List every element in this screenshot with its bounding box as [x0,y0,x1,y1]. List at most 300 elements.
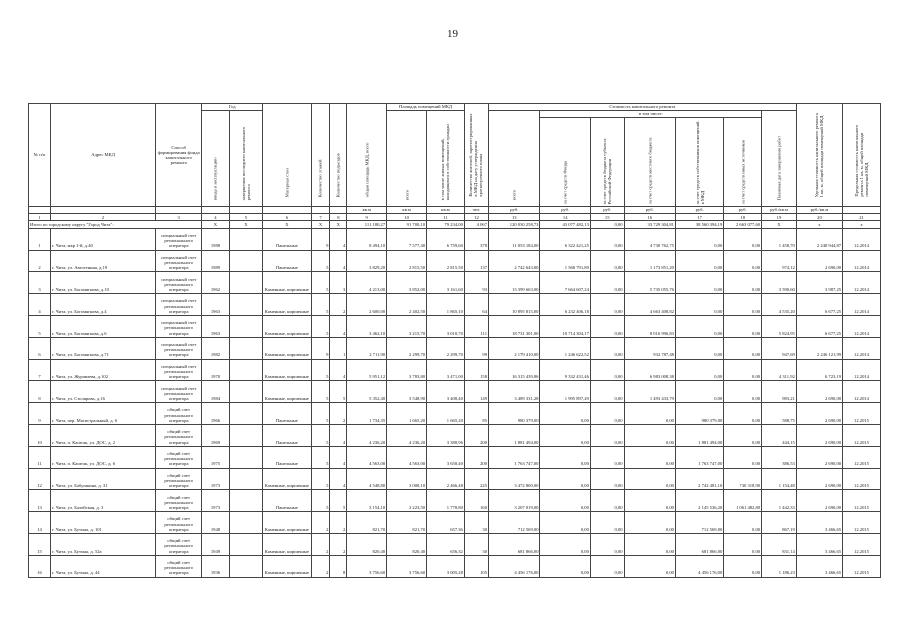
entrances-cell: 4 [330,316,347,338]
area-owned-cell: 3 650,40 [427,446,465,468]
year-last-repair-cell [229,446,263,468]
area-owned-cell: 3 471,00 [427,359,465,381]
floors-cell: 5 [311,468,330,490]
cost-regional-cell: 0,00 [590,337,624,359]
header-year-commission-cell [202,111,229,207]
unit-cell: руб./кв.м [796,207,842,214]
header-year-group: Год [202,104,263,111]
cost-owners-cell: 980 379,00 [675,403,723,425]
total-cell: 33 729 304,81 [624,221,675,229]
residents-cell: 200 [464,446,488,468]
column-number: 19 [762,214,797,221]
cost-other-cell: 0,00 [724,425,762,447]
floors-cell: 5 [311,272,330,294]
table-row [29,468,881,490]
year-last-repair-cell [229,490,263,512]
total-cell: 43 077 482,13 [540,221,590,229]
cost-local-cell: 4 730 762,75 [624,228,675,250]
year-last-repair-cell [229,359,263,381]
area-total-cell: 821,70 [347,512,387,534]
total-cell: 0,00 [590,221,624,229]
cost-fund-cell: 7 664 607,24 [540,272,590,294]
residents-cell: 378 [464,228,488,250]
year-last-repair-cell [229,250,263,272]
table-row [29,359,881,381]
repair-plan-table [28,103,881,578]
cost-other-cell: 0,00 [724,403,762,425]
column-number: 15 [590,214,624,221]
address-cell: г. Чита, мкр 1-й, д.40 [51,228,156,250]
address-cell: г. Чита, ул. Богомягкова, д.10 [51,272,156,294]
area-total-cell: 8 494,10 [347,228,387,250]
residents-cell: 105 [464,555,488,577]
cost-local-cell: 4 663 408,82 [624,294,675,316]
cost-fund-cell: 10 714 304,17 [540,316,590,338]
cost-other-cell: 0,00 [724,228,762,250]
year-commission-cell: 1963 [202,294,229,316]
area-total-cell: 2 711,90 [347,337,387,359]
row-number: 1 [29,228,51,250]
cost-local-cell: 932 787,48 [624,337,675,359]
specific-cost-cell: 588,75 [762,403,797,425]
cost-total-cell: 4 456 176,00 [489,555,540,577]
total-label: Итого по городскому округу "Город Чита": [29,221,202,229]
table-row [29,490,881,512]
year-commission-cell: 1973 [202,490,229,512]
cost-fund-cell: 0,00 [540,512,590,534]
total-row [29,221,881,229]
total-cell: 4 067 [464,221,488,229]
wall-material-cell: Каменные, кирпичные [263,468,311,490]
cost-other-cell: 1 061 482,80 [724,490,762,512]
header-address: Адрес МКД [51,104,156,207]
wall-material-cell: Панельные [263,446,311,468]
year-last-repair-cell [229,316,263,338]
year-commission-cell: 1966 [202,403,229,425]
year-commission-cell: 1973 [202,468,229,490]
cost-fund-cell: 0,00 [540,468,590,490]
cost-regional-cell: 0,00 [590,446,624,468]
row-number: 12 [29,468,51,490]
cost-owners-cell: 1 881 494,00 [675,425,723,447]
year-last-repair-cell [229,337,263,359]
wall-material-cell: Каменные, кирпичные [263,337,311,359]
floors-cell: 5 [311,490,330,512]
cost-fund-cell: 0,00 [540,446,590,468]
cost-fund-cell: 0,00 [540,534,590,556]
area-total-cell: 4 213,00 [347,272,387,294]
table-row [29,316,881,338]
column-number: 1 [29,214,51,221]
wall-material-cell: Каменные, кирпичные [263,512,311,534]
area-owned-cell: 3 010,70 [427,316,465,338]
area-total-cell: 820,40 [347,534,387,556]
header-including: в том числе: [540,111,762,118]
max-cost-cell: 3 466,65 [796,555,842,577]
fund-method-cell: общий счет регионального оператора [156,555,202,577]
cost-other-cell: 0,00 [724,512,762,534]
cost-local-cell: 5 735 055,76 [624,272,675,294]
address-cell: г. Чита, ул. Столярова, д.16 [51,381,156,403]
year-commission-cell: 1949 [202,534,229,556]
fund-method-cell: общий счет регионального оператора [156,446,202,468]
max-cost-cell: 3 987,25 [796,272,842,294]
address-cell: г. Чита, ул. Балейская, д. 3 [51,490,156,512]
max-cost-cell: 2 690,00 [796,425,842,447]
year-commission-cell: 1948 [202,512,229,534]
area-total-cell: 3 829,20 [347,250,387,272]
planned-date-cell: 12.2014 [843,228,881,250]
column-number: 20 [796,214,842,221]
specific-cost-cell: 983,21 [762,381,797,403]
column-number: 11 [427,214,465,221]
total-cell: 38 560 394,19 [675,221,723,229]
max-cost-cell: 2 248 944,87 [796,228,842,250]
column-number: 14 [540,214,590,221]
column-number: 6 [263,214,311,221]
year-commission-cell: 1936 [202,555,229,577]
cost-fund-cell: 0,00 [540,555,590,577]
area-all-cell: 3 852,00 [387,272,427,294]
area-owned-cell: 2 815,50 [427,250,465,272]
area-all-cell: 2 815,50 [387,250,427,272]
entrances-cell: 4 [330,425,347,447]
header-other-cell [724,118,762,207]
cost-total-cell: 3 207 019,00 [489,490,540,512]
year-commission-cell: 1982 [202,337,229,359]
row-number: 16 [29,555,51,577]
area-all-cell: 820,40 [387,534,427,556]
entrances-cell: 4 [330,228,347,250]
total-cell: 120 030 258,73 [489,221,540,229]
table-body [29,104,881,578]
residents-cell: 99 [464,337,488,359]
floors-cell: 5 [311,294,330,316]
unit-cell: руб. [675,207,723,214]
column-number: 7 [311,214,330,221]
header-year-commission: ввода в эксплуатацию [212,157,218,201]
row-number: 15 [29,534,51,556]
wall-material-cell: Каменные, кирпичные [263,381,311,403]
entrances-cell: 3 [330,272,347,294]
wall-material-cell: Панельные [263,250,311,272]
total-cell: Х [202,221,229,229]
year-last-repair-cell [229,272,263,294]
entrances-cell: 8 [330,555,347,577]
unit-cell: руб. [624,207,675,214]
header-owners: за счет средств собственников помещений в МКД [694,121,705,204]
floors-cell: 5 [311,316,330,338]
year-last-repair-cell [229,294,263,316]
cost-local-cell: 0,00 [624,555,675,577]
residents-cell: 85 [464,403,488,425]
table-row [29,337,881,359]
year-commission-cell: 1970 [202,359,229,381]
year-commission-cell: 1963 [202,316,229,338]
cost-regional-cell: 0,00 [590,294,624,316]
entrances-cell: 2 [330,512,347,534]
cost-owners-cell: 0,00 [675,228,723,250]
cost-owners-cell: 0,00 [675,316,723,338]
fund-method-cell: общий счет регионального оператора [156,534,202,556]
entrances-cell: 4 [330,359,347,381]
cost-fund-cell: 6 232 406,18 [540,294,590,316]
row-number: 5 [29,316,51,338]
address-cell: г. Чита, пер. Магистральный, д. 6 [51,403,156,425]
column-number: 18 [724,214,762,221]
area-all-cell: 2 223,50 [387,490,427,512]
fund-method-cell: общий счет регионального оператора [156,425,202,447]
specific-cost-cell: 386,53 [762,446,797,468]
year-commission-cell: 1989 [202,250,229,272]
area-owned-cell: 2 466,48 [427,468,465,490]
specific-cost-cell: 1 186,23 [762,555,797,577]
residents-cell: 93 [464,272,488,294]
total-cell: 79 234,00 [427,221,465,229]
area-all-cell: 3 215,70 [387,316,427,338]
entrances-cell: 4 [330,468,347,490]
cost-other-cell: 0,00 [724,446,762,468]
residents-cell: 200 [464,425,488,447]
cost-local-cell: 0,00 [624,534,675,556]
cost-other-cell: 0,00 [724,316,762,338]
row-number: 9 [29,403,51,425]
table-row [29,555,881,577]
cost-local-cell: 0,00 [624,446,675,468]
total-cell: Х [229,221,263,229]
cost-other-cell: 0,00 [724,359,762,381]
header-fund: за счет средств Фонда [562,160,568,204]
cost-fund-cell: 0,00 [540,425,590,447]
specific-cost-cell: 947,69 [762,337,797,359]
cost-fund-cell: 0,00 [540,403,590,425]
header-residents-cell [464,104,488,207]
area-total-cell: 2 600,00 [347,294,387,316]
table-row [29,228,881,250]
area-all-cell: 1 665,20 [387,403,427,425]
cost-local-cell: 1 493 433,79 [624,381,675,403]
row-number: 14 [29,512,51,534]
total-cell: х [796,221,842,229]
planned-date-cell: 12.2014 [843,272,881,294]
header-specific-cost-cell [796,104,842,207]
area-total-cell: 4 236,20 [347,425,387,447]
entrances-cell: 4 [330,446,347,468]
planned-date-cell: 12.2014 [843,337,881,359]
area-all-cell: 3 783,80 [387,359,427,381]
area-owned-cell: 3 408,40 [427,381,465,403]
total-cell: Х [762,221,797,229]
cost-total-cell: 681 866,00 [489,534,540,556]
header-year-last-repair-cell [229,111,263,207]
cost-owners-cell: 2 742 481,10 [675,468,723,490]
max-cost-cell: 2 690,00 [796,403,842,425]
cost-regional-cell: 0,00 [590,381,624,403]
area-all-cell: 2 402,50 [387,294,427,316]
column-number: 16 [624,214,675,221]
cost-local-cell: 0,00 [624,512,675,534]
table-row [29,534,881,556]
column-number: 8 [330,214,347,221]
wall-material-cell: Каменные, кирпичные [263,272,311,294]
header-wall-material: Материал стен [284,168,290,197]
area-all-cell: 3 008,10 [387,468,427,490]
year-commission-cell: 1962 [202,272,229,294]
specific-cost-cell: 4 311,92 [762,359,797,381]
area-owned-cell: 3 388,96 [427,425,465,447]
cost-fund-cell: 1 995 897,49 [540,381,590,403]
cost-total-cell: 1 881 494,00 [489,425,540,447]
max-cost-cell: 3 466,65 [796,534,842,556]
column-number: 10 [387,214,427,221]
year-last-repair-cell [229,555,263,577]
column-numbers-row [29,214,881,221]
specific-cost-cell: 5 824,95 [762,316,797,338]
cost-total-cell: 2 742 643,00 [489,250,540,272]
cost-owners-cell: 0,00 [675,381,723,403]
cost-regional-cell: 0,00 [590,534,624,556]
year-commission-cell: 1988 [202,228,229,250]
header-max-cost: Предельная стоимость капитального ремонта 1 кв. м. общей площади помещений МКД [853,125,870,197]
planned-date-cell: 12.2014 [843,294,881,316]
cost-total-cell: 1 763 747,00 [489,446,540,468]
cost-total-cell: 16 315 439,86 [489,359,540,381]
row-number: 8 [29,381,51,403]
table-row [29,381,881,403]
residents-cell: 30 [464,534,488,556]
area-owned-cell: 1 778,80 [427,490,465,512]
residents-cell: 225 [464,468,488,490]
wall-material-cell: Каменные, кирпичные [263,534,311,556]
header-wall-material-cell [263,104,311,207]
floors-cell: 5 [311,250,330,272]
cost-regional-cell: 0,00 [590,272,624,294]
header-cost-total: всего [511,190,517,201]
header-cost-total-cell [489,111,540,207]
cost-owners-cell: 2 145 536,20 [675,490,723,512]
cost-regional-cell: 0,00 [590,359,624,381]
column-number: 17 [675,214,723,221]
residents-cell: 160 [464,490,488,512]
column-number: 21 [843,214,881,221]
cost-local-cell: 0,00 [624,490,675,512]
cost-other-cell: 0,00 [724,337,762,359]
area-owned-cell: 1 665,20 [427,403,465,425]
area-owned-cell: 2 299,70 [427,337,465,359]
entrances-cell: 2 [330,534,347,556]
cost-fund-cell: 9 332 431,46 [540,359,590,381]
table-row [29,250,881,272]
cost-total-cell: 11 053 184,00 [489,228,540,250]
cost-other-cell: 0,00 [724,294,762,316]
table-row [29,403,881,425]
year-last-repair-cell [229,381,263,403]
entrances-cell: 2 [330,403,347,425]
cost-regional-cell: 0,00 [590,403,624,425]
address-cell: г. Чита, ул. Бутина, д. 44 [51,555,156,577]
address-cell: г. Чита, ул. Богомягкова, д.4 [51,294,156,316]
cost-regional-cell: 0,00 [590,490,624,512]
fund-method-cell: общий счет регионального оператора [156,468,202,490]
floors-cell: 5 [311,381,330,403]
area-total-cell: 4 563,00 [347,446,387,468]
unit-cell: руб. [724,207,762,214]
header-area-all-cell [387,111,427,207]
wall-material-cell: Панельные [263,228,311,250]
max-cost-cell: 2 690,00 [796,381,842,403]
cost-regional-cell: 0,00 [590,316,624,338]
total-cell: Х [263,221,311,229]
fund-method-cell: специальный счет регионального оператора [156,316,202,338]
cost-owners-cell: 681 866,00 [675,534,723,556]
cost-total-cell: 10 895 815,00 [489,294,540,316]
cost-local-cell: 0,00 [624,403,675,425]
header-entrances: Количество подъездов [335,153,341,197]
max-cost-cell: 2 690,00 [796,468,842,490]
address-cell: г. Чита, ул. Автогенная, д.19 [51,250,156,272]
max-cost-cell: 6 677,25 [796,294,842,316]
entrances-cell: 2 [330,294,347,316]
residents-cell: 158 [464,359,488,381]
fund-method-cell: специальный счет регионального оператора [156,359,202,381]
header-area-all: всего [403,190,409,201]
header-method: Способ формирования фонда капитального ремонта [156,104,202,207]
cost-local-cell: 1 173 851,20 [624,250,675,272]
address-cell: г. Чита, ул. Богомягкова, д.6 [51,316,156,338]
header-area-total: общая площадь МКД, всего [364,142,370,197]
cost-fund-cell: 1 568 791,80 [540,250,590,272]
header-other: за счет средств иных источников [740,139,746,204]
area-total-cell: 4 548,80 [347,468,387,490]
year-commission-cell: 1984 [202,381,229,403]
cost-fund-cell: 1 246 622,52 [540,337,590,359]
cost-regional-cell: 0,00 [590,468,624,490]
area-owned-cell: 3 005,28 [427,555,465,577]
floors-cell: 5 [311,446,330,468]
header-residents: Количество жителей, зарегистрированных в МКД на дату утверждения краткосрочного плана [468,113,485,197]
unit-cell: кв.м [347,207,387,214]
cost-owners-cell: 0,00 [675,359,723,381]
cost-fund-cell: 6 322 421,25 [540,228,590,250]
area-all-cell: 4 563,00 [387,446,427,468]
planned-date-cell: 12.2014 [843,316,881,338]
table-row [29,512,881,534]
fund-method-cell: общий счет регионального оператора [156,512,202,534]
area-total-cell: 3 756,60 [347,555,387,577]
cost-regional-cell: 0,00 [590,250,624,272]
wall-material-cell: Панельные [263,425,311,447]
header-area-total-cell [347,104,387,207]
cost-owners-cell: 0,00 [675,337,723,359]
column-number: 3 [156,214,202,221]
header-floors: Количество этажей [317,159,323,197]
residents-cell: 64 [464,294,488,316]
page-number: 19 [447,28,458,40]
max-cost-cell: 6 677,25 [796,316,842,338]
unit-cell: руб. [489,207,540,214]
specific-cost-cell: 831,14 [762,534,797,556]
address-cell: г. Чита, п. Каштак, ул. ДОС, д. 6 [51,446,156,468]
specific-cost-cell: 867,19 [762,512,797,534]
cost-total-cell: 3 472 800,00 [489,468,540,490]
table-row [29,294,881,316]
header-area-group: Площадь помещений МКД [387,104,465,111]
area-owned-cell: 3 161,60 [427,272,465,294]
wall-material-cell: Панельные [263,403,311,425]
unit-cell: руб. [590,207,624,214]
cost-owners-cell: 712 569,00 [675,512,723,534]
specific-cost-cell: 3 590,60 [762,272,797,294]
